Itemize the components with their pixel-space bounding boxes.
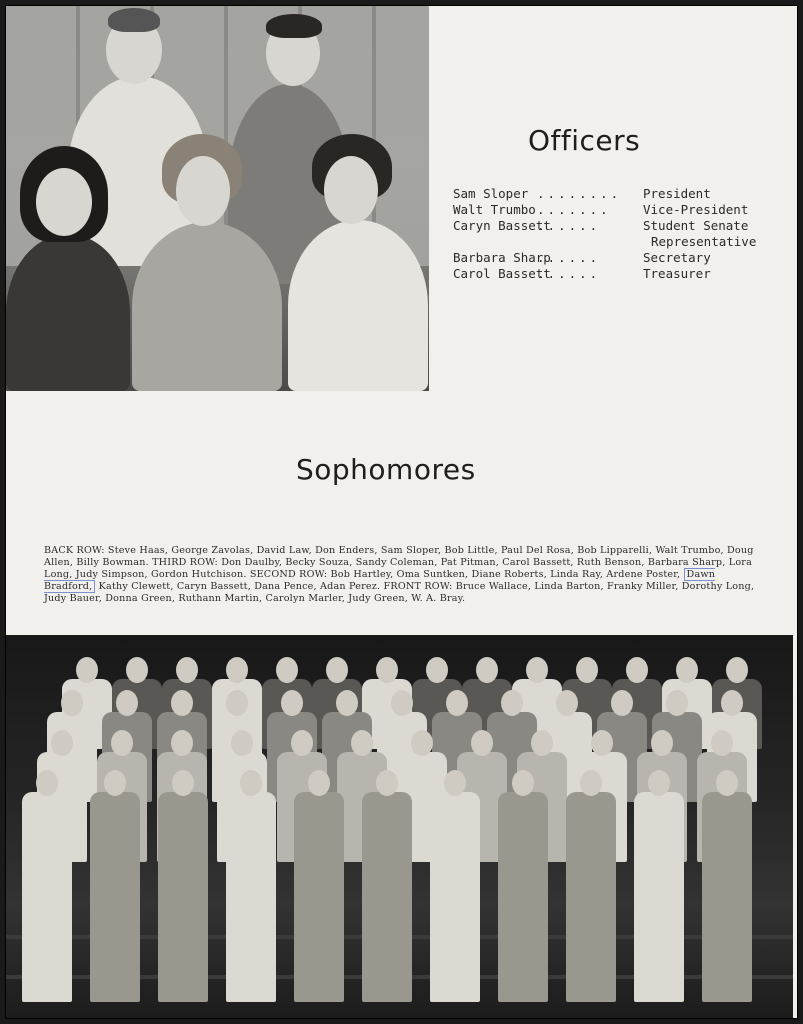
photo-figure — [90, 792, 140, 1002]
photo-face — [446, 690, 468, 716]
photo-face — [336, 690, 358, 716]
photo-face — [376, 770, 398, 796]
leader-dots: ...... — [537, 250, 601, 265]
officer-row — [453, 266, 783, 282]
yearbook-page — [5, 5, 798, 1019]
photo-face — [721, 690, 743, 716]
officer-name: Carol Bassett — [453, 266, 551, 281]
sophomores-heading: Sophomores — [296, 453, 476, 486]
photo-face — [226, 690, 248, 716]
photo-figure — [430, 792, 480, 1002]
photo-face — [576, 657, 598, 683]
leader-dots: ...... — [537, 266, 601, 281]
leader-dots: ...... — [537, 218, 601, 233]
photo-face — [226, 657, 248, 683]
photo-face — [666, 690, 688, 716]
photo-face — [471, 730, 493, 756]
roster-highlighted-name[interactable]: Dawn Bradford, — [44, 568, 716, 592]
photo-face — [512, 770, 534, 796]
officer-row — [453, 250, 783, 266]
officer-role: Student Senate — [643, 218, 749, 233]
photo-face — [76, 657, 98, 683]
photo-person — [288, 220, 428, 391]
roster-text-before: BACK ROW: Steve Haas, George Zavolas, David Law, Don Enders, Sam Sloper, Bob Little, Paul Del Rosa, Bob Lipparelli, Walt Trumbo, Doug Allen, Billy Bowman. THIRD ROW: Don Daulby, Becky Souza, Sandy Coleman, Pat Pitman, Carol Bassett, Ruth Benson, Barbara Sharp, Lora Long, Judy Simpson, Gordon Hutchison. SECOND ROW: Bob Hartley, Oma Suntken, Diane Roberts, Linda Ray, Ardene Poster, — [44, 545, 754, 580]
photo-face — [676, 657, 698, 683]
photo-face — [231, 730, 253, 756]
leader-dots: ........ — [537, 186, 622, 201]
photo-face — [556, 690, 578, 716]
photo-figure — [498, 792, 548, 1002]
photo-face — [171, 730, 193, 756]
photo-face — [281, 690, 303, 716]
photo-face — [61, 690, 83, 716]
officer-row — [453, 218, 783, 250]
photo-face — [376, 657, 398, 683]
photo-face — [726, 657, 748, 683]
photo-head — [176, 156, 230, 226]
photo-hair — [108, 8, 160, 32]
photo-face — [240, 770, 262, 796]
photo-hair — [266, 14, 322, 38]
photo-face — [326, 657, 348, 683]
photo-face — [391, 690, 413, 716]
officer-row — [453, 186, 783, 202]
photo-figure — [22, 792, 72, 1002]
photo-face — [171, 690, 193, 716]
photo-face — [104, 770, 126, 796]
photo-face — [51, 730, 73, 756]
photo-face — [111, 730, 133, 756]
photo-face — [36, 770, 58, 796]
photo-face — [651, 730, 673, 756]
photo-figure — [158, 792, 208, 1002]
photo-person — [132, 222, 282, 391]
photo-face — [580, 770, 602, 796]
photo-face — [591, 730, 613, 756]
photo-figure — [362, 792, 412, 1002]
photo-face — [626, 657, 648, 683]
photo-face — [444, 770, 466, 796]
photo-face — [716, 770, 738, 796]
photo-face — [648, 770, 670, 796]
officer-role: Secretary — [643, 250, 711, 265]
roster-text-after: Kathy Clewett, Caryn Bassett, Dana Pence, Adan Perez. FRONT ROW: Bruce Wallace, Linda Barton, Franky Miller, Dorothy Long, Judy Bauer, Donna Green, Ruthann Martin, Carolyn Marler, Judy Green, W. A. Bray. — [44, 580, 755, 604]
officer-role: Treasurer — [643, 266, 711, 281]
photo-head — [324, 156, 378, 224]
photo-person — [6, 234, 130, 391]
officer-name: Walt Trumbo — [453, 202, 536, 217]
photo-face — [711, 730, 733, 756]
sophomores-class-photo — [6, 635, 793, 1018]
photo-face — [411, 730, 433, 756]
photo-face — [531, 730, 553, 756]
officer-name: Barbara Sharp — [453, 250, 551, 265]
photo-face — [291, 730, 313, 756]
photo-figure — [226, 792, 276, 1002]
officer-role: Vice-President — [643, 202, 749, 217]
officer-role-continued: Representative — [651, 234, 757, 249]
photo-head — [36, 168, 92, 236]
officer-name: Sam Sloper — [453, 186, 529, 201]
photo-figure — [702, 792, 752, 1002]
photo-figure — [634, 792, 684, 1002]
photo-face — [426, 657, 448, 683]
roster-caption — [44, 545, 764, 605]
photo-face — [172, 770, 194, 796]
photo-face — [176, 657, 198, 683]
leader-dots: ....... — [537, 202, 611, 217]
photo-face — [351, 730, 373, 756]
photo-face — [308, 770, 330, 796]
photo-face — [126, 657, 148, 683]
officers-photo — [6, 6, 429, 391]
photo-face — [501, 690, 523, 716]
officers-list — [453, 186, 783, 282]
officer-row — [453, 202, 783, 218]
photo-face — [276, 657, 298, 683]
officer-role: President — [643, 186, 711, 201]
photo-figure — [566, 792, 616, 1002]
officer-name: Caryn Bassett — [453, 218, 551, 233]
officers-heading: Officers — [528, 124, 641, 157]
photo-figure — [294, 792, 344, 1002]
photo-face — [116, 690, 138, 716]
photo-face — [476, 657, 498, 683]
photo-face — [526, 657, 548, 683]
photo-face — [611, 690, 633, 716]
